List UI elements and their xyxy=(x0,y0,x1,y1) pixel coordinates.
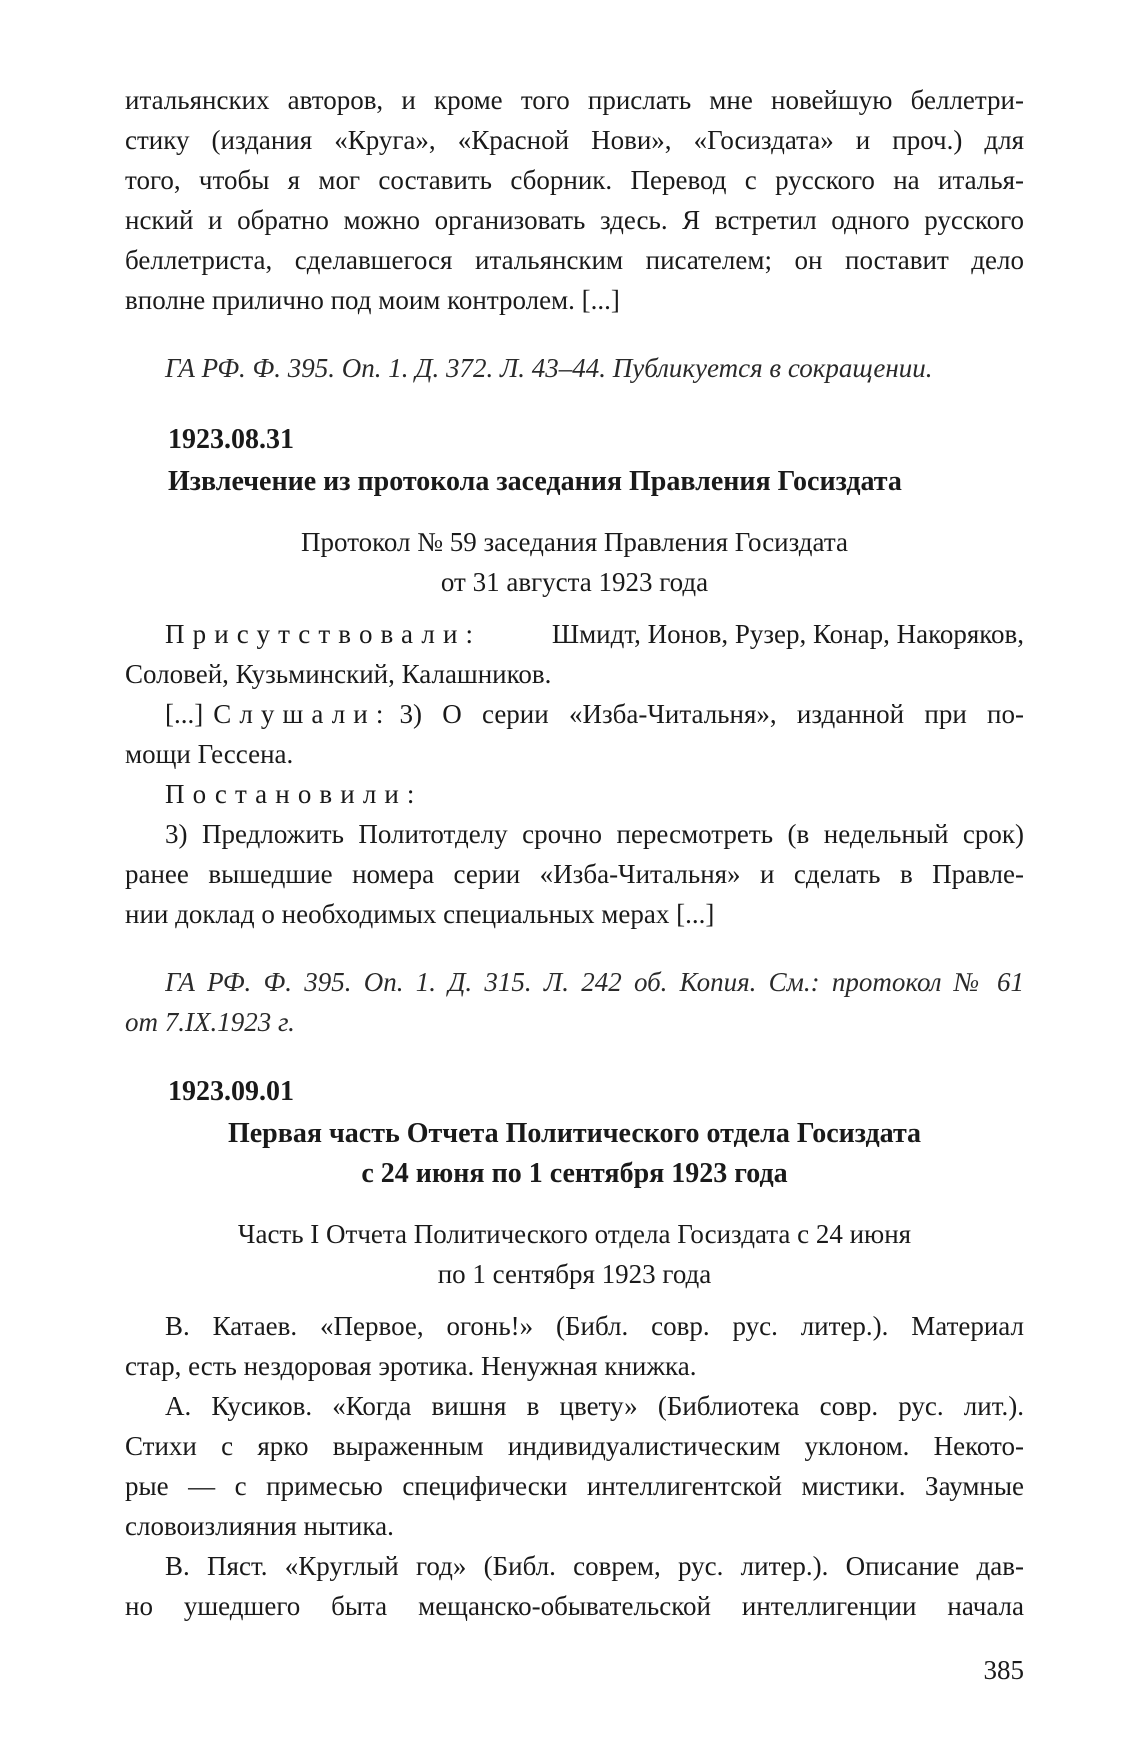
heard-label: Слушали: xyxy=(213,699,392,729)
text-line: мощи Гессена. xyxy=(125,739,294,769)
document-subtitle: Часть I Отчета Политического отдела Госиздата с 24 июня xyxy=(237,1219,912,1249)
text-line: итальянских авторов, и кроме того прислать мне новейшую беллетри- xyxy=(125,85,1024,115)
document-date: 1923.09.01 xyxy=(168,1076,294,1107)
text-line: Стихи с ярко выраженным индивидуалистическим уклоном. Некото- xyxy=(125,1431,1024,1461)
document-date: 1923.08.31 xyxy=(168,424,294,455)
text-line: ранее вышедшие номера серии «Изба-Читальня» и сделать в Правле- xyxy=(125,859,1024,889)
document-subtitle: Протокол № 59 заседания Правления Госиздата xyxy=(301,527,848,557)
text-line: нский и обратно можно организовать здесь. Я встретил одного русского xyxy=(125,205,1024,235)
document-subtitle: по 1 сентября 1923 года xyxy=(437,1259,712,1289)
heard-text: 3) О серии «Изба-Читальня», изданной при по- xyxy=(399,699,1024,729)
page-number: 385 xyxy=(983,1655,1024,1685)
archival-source: от 7.IX.1923 г. xyxy=(125,1007,295,1037)
text-line: того, чтобы я мог составить сборник. Перевод с русского на италья- xyxy=(125,165,1024,195)
text-line: А. Кусиков. «Когда вишня в цвету» (Библиотека совр. рус. лит.). xyxy=(165,1391,1024,1421)
heard-prefix: [...] xyxy=(165,699,204,729)
heard-line xyxy=(165,694,1024,734)
text-line: вполне прилично под моим контролем. [...] xyxy=(125,285,620,315)
text-line: словоизлияния нытика. xyxy=(125,1511,394,1541)
text-line: рые — с примесью специфически интеллигентской мистики. Заумные xyxy=(125,1471,1024,1501)
decided-label: Постановили: xyxy=(165,779,423,809)
document-title: Извлечение из протокола заседания Правления Госиздата xyxy=(168,466,902,497)
text-line: В. Пяст. «Круглый год» (Библ. соврем, рус. литер.). Описание дав- xyxy=(165,1551,1024,1581)
text-line: нии доклад о необходимых специальных мерах [...] xyxy=(125,899,715,929)
text-line: В. Катаев. «Первое, огонь!» (Библ. совр. рус. литер.). Материал xyxy=(165,1311,1024,1341)
text-line: Соловей, Кузьминский, Калашников. xyxy=(125,659,552,689)
archival-source: ГА РФ. Ф. 395. Оп. 1. Д. 372. Л. 43–44. Публикуется в сокращении. xyxy=(165,353,933,383)
text-line: стар, есть нездоровая эротика. Ненужная книжка. xyxy=(125,1351,697,1381)
present-label: Присутствовали: xyxy=(165,619,482,649)
present-line xyxy=(165,614,1024,654)
document-subtitle: от 31 августа 1923 года xyxy=(440,567,709,597)
text-line: но ушедшего быта мещанско-обывательской интеллигенции начала xyxy=(125,1591,1024,1621)
text-line: стику (издания «Круга», «Красной Нови», «Госиздата» и проч.) для xyxy=(125,125,1024,155)
text-line: беллетриста, сделавшегося итальянским писателем; он поставит дело xyxy=(125,245,1024,275)
document-title: Первая часть Отчета Политического отдела Госиздата xyxy=(227,1118,922,1149)
document-title: с 24 июня по 1 сентября 1923 года xyxy=(361,1158,788,1189)
archival-source: ГА РФ. Ф. 395. Оп. 1. Д. 315. Л. 242 об. Копия. См.: протокол № 61 xyxy=(165,967,1024,997)
present-names: Шмидт, Ионов, Рузер, Конар, Накоряков, xyxy=(551,619,1024,649)
text-line: 3) Предложить Политотделу срочно пересмотреть (в недельный срок) xyxy=(165,819,1024,849)
